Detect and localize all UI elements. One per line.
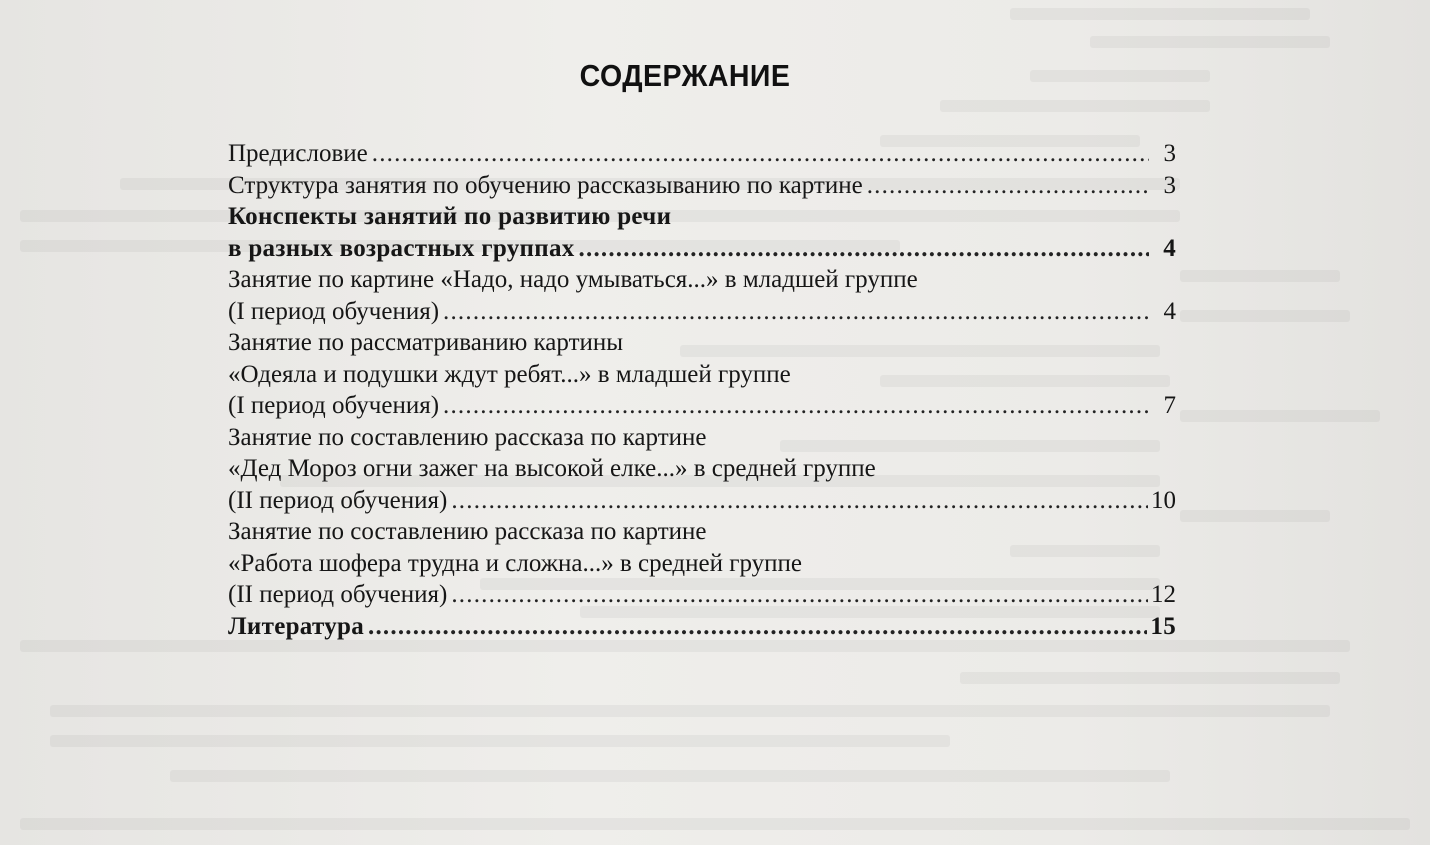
dot-leader: [368, 611, 1147, 643]
dot-leader: [443, 296, 1149, 328]
toc-entry[interactable]: [228, 422, 1176, 517]
toc-entry-text: Занятие по составлению рассказа по картине: [228, 423, 707, 451]
toc-page-number: 3: [1163, 171, 1176, 199]
toc-page-number: 3: [1163, 140, 1176, 167]
toc-entry-text: «Одеяла и подушки ждут ребят...» в младшей группе: [228, 360, 791, 388]
toc-entry-text: в разных возрастных группах: [228, 234, 575, 262]
toc-entry-row: [228, 170, 1176, 202]
dot-leader: [451, 485, 1148, 517]
toc-entry-text: «Работа шофера трудна и сложна...» в средней группе: [228, 549, 802, 577]
toc-entry[interactable]: [228, 138, 1176, 170]
toc-entry-row: [228, 611, 1176, 643]
toc-entry-text: (I период обучения): [228, 392, 440, 419]
toc-page-number: 4: [1163, 297, 1176, 325]
dot-leader: [451, 579, 1148, 611]
toc-page-number: 12: [1151, 581, 1176, 608]
toc-entry-row: [228, 579, 1176, 611]
toc-page-number: 4: [1163, 234, 1176, 262]
toc-entry-text: «Дед Мороз огни зажег на высокой елке...» в средней группе: [228, 455, 876, 482]
toc-entry-text: Конспекты занятий по развитию речи: [228, 203, 672, 230]
toc-entry[interactable]: [228, 201, 1176, 264]
toc-entry-row: [228, 390, 1176, 422]
toc-entry-text: Литература: [228, 612, 365, 640]
toc-entry-row: [228, 485, 1176, 517]
toc-entry-row: [228, 138, 1176, 170]
toc-entry[interactable]: [228, 264, 1176, 327]
toc-entry-text: Занятие по составлению рассказа по картине: [228, 518, 707, 545]
toc-entry-text: Занятие по рассматриванию картины: [228, 329, 624, 356]
toc-entry[interactable]: [228, 170, 1176, 202]
toc-entry[interactable]: [228, 516, 1176, 611]
dot-leader: [443, 390, 1149, 422]
dot-leader: [579, 233, 1149, 265]
toc-entry-text: (II период обучения): [228, 581, 448, 608]
toc-entry[interactable]: [228, 611, 1176, 643]
toc-entry[interactable]: [228, 327, 1176, 422]
dot-leader: [372, 138, 1149, 170]
table-of-contents: [228, 138, 1176, 642]
toc-page-number: 15: [1150, 612, 1176, 640]
toc-entry-row: [228, 233, 1176, 265]
toc-entry-text: (II период обучения): [228, 486, 448, 514]
page-title: СОДЕРЖАНИЕ: [579, 58, 791, 93]
toc-entry-text: Занятие по картине «Надо, надо умываться...» в младшей группе: [228, 266, 918, 293]
toc-entry-row: [228, 296, 1176, 328]
toc-entry-text: (I период обучения): [228, 297, 440, 325]
toc-entry-text: Предисловие: [228, 140, 368, 167]
toc-page-number: 10: [1151, 486, 1176, 514]
toc-entry-text: Структура занятия по обучению рассказыванию по картине: [228, 171, 863, 199]
dot-leader: [867, 170, 1149, 202]
toc-page-number: 7: [1163, 392, 1176, 419]
